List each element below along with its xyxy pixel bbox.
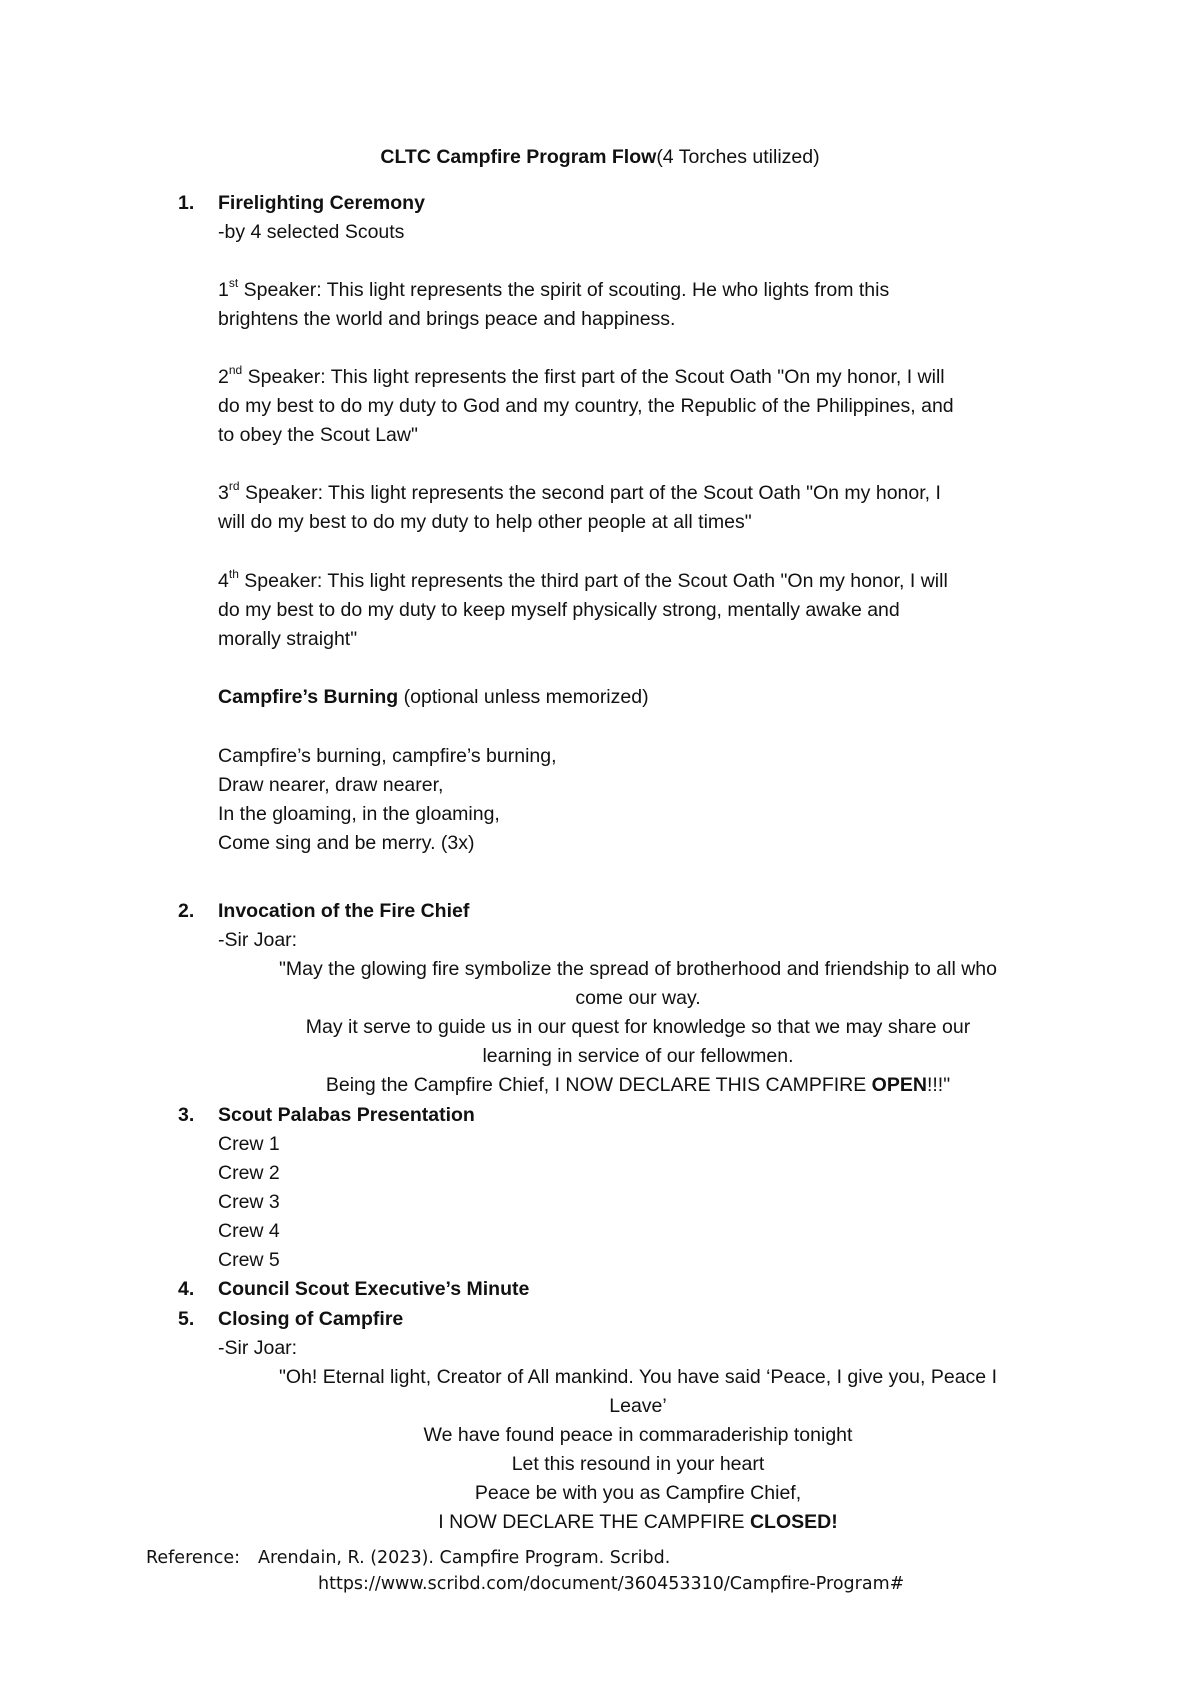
reference-label: Reference: (146, 1548, 241, 1568)
closing-line-6: I NOW DECLARE THE CAMPFIRE CLOSED! (438, 1511, 838, 1533)
reference-url[interactable]: https://www.scribd.com/document/360453310/Campfire-Program# (318, 1574, 905, 1594)
section-3-heading: Scout Palabas Presentation (218, 1104, 475, 1126)
song-line-1: Campfire’s burning, campfire’s burning, (218, 745, 557, 767)
section-3-number: 3. (178, 1104, 195, 1126)
section-5-heading: Closing of Campfire (218, 1308, 404, 1330)
reference-citation: Arendain, R. (2023). Campfire Program. Scribd. (258, 1548, 671, 1568)
speaker-4-line-2: do my best to do my duty to keep myself physically strong, mentally awake and (218, 599, 900, 621)
section-2-heading: Invocation of the Fire Chief (218, 900, 470, 922)
crew-item: Crew 4 (218, 1220, 280, 1242)
invocation-line-2: come our way. (575, 987, 701, 1009)
speaker-4-line-1: 4th Speaker: This light represents the third part of the Scout Oath "On my honor, I will (218, 566, 948, 592)
section-1-heading: Firelighting Ceremony (218, 192, 425, 214)
closing-line-5: Peace be with you as Campfire Chief, (474, 1482, 802, 1504)
invocation-line-5: Being the Campfire Chief, I NOW DECLARE THIS CAMPFIRE OPEN!!!" (325, 1074, 951, 1096)
speaker-1-line-1: 1st Speaker: This light represents the spirit of scouting. He who lights from this (218, 275, 890, 301)
speaker-2-line-2: do my best to do my duty to God and my country, the Republic of the Philippines, and (218, 395, 954, 417)
speaker-4-line-3: morally straight" (218, 628, 358, 650)
closing-line-2: Leave’ (609, 1395, 667, 1417)
invocation-line-3: May it serve to guide us in our quest for knowledge so that we may share our (305, 1016, 971, 1038)
crew-item: Crew 3 (218, 1191, 280, 1213)
section-4-heading: Council Scout Executive’s Minute (218, 1278, 530, 1300)
section-5-speaker: -Sir Joar: (218, 1337, 298, 1359)
crew-item: Crew 1 (218, 1133, 280, 1155)
closing-line-1: "Oh! Eternal light, Creator of All mankind. You have said ‘Peace, I give you, Peace I (278, 1366, 997, 1388)
title-note: (4 Torches utilized) (656, 146, 820, 168)
section-5-number: 5. (178, 1308, 195, 1330)
section-1-number: 1. (178, 192, 195, 214)
speaker-3-line-2: will do my best to do my duty to help other people at all times" (218, 511, 752, 533)
speaker-3-line-1: 3rd Speaker: This light represents the second part of the Scout Oath "On my honor, I (218, 478, 941, 504)
song-line-4: Come sing and be merry. (3x) (218, 832, 475, 854)
section-4-number: 4. (178, 1278, 195, 1300)
speaker-2-line-3: to obey the Scout Law" (218, 424, 418, 446)
closing-line-3: We have found peace in commaraderiship tonight (423, 1424, 853, 1446)
song-line-3: In the gloaming, in the gloaming, (218, 803, 500, 825)
closing-line-4: Let this resound in your heart (511, 1453, 765, 1475)
invocation-line-1: "May the glowing fire symbolize the spread of brotherhood and friendship to all who (279, 958, 997, 980)
section-2-speaker: -Sir Joar: (218, 929, 298, 951)
speaker-2-line-1: 2nd Speaker: This light represents the first part of the Scout Oath "On my honor, I will (218, 362, 945, 388)
invocation-line-4: learning in service of our fellowmen. (482, 1045, 794, 1067)
crew-item: Crew 2 (218, 1162, 280, 1184)
song-title: Campfire’s Burning (optional unless memorized) (218, 686, 649, 708)
title-bold: CLTC Campfire Program Flow (380, 146, 657, 168)
section-1-by: -by 4 selected Scouts (218, 221, 405, 243)
crew-item: Crew 5 (218, 1249, 280, 1271)
page-title (0, 146, 1200, 169)
section-2-number: 2. (178, 900, 195, 922)
song-line-2: Draw nearer, draw nearer, (218, 774, 444, 796)
speaker-1-line-2: brightens the world and brings peace and happiness. (218, 308, 676, 330)
